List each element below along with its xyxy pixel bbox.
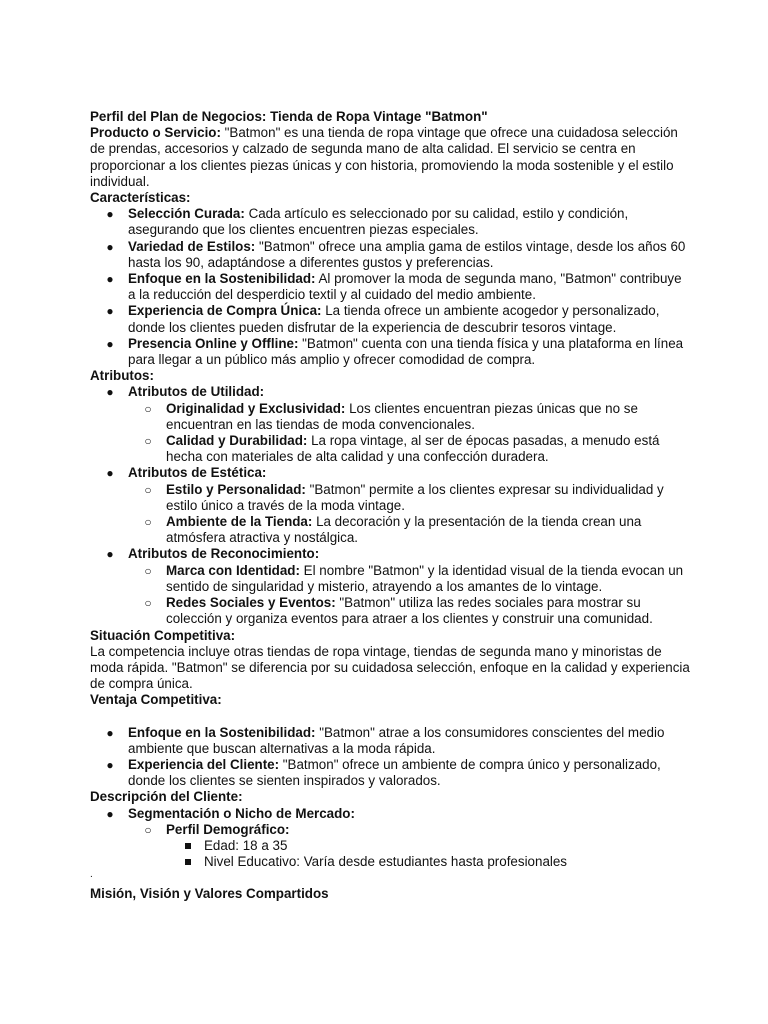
list-item: ○ Ambiente de la Tienda: La decoración y la presentación de la tienda crean una atmósfera atractiva y nostálgica. bbox=[144, 514, 642, 546]
list-item: ● Variedad de Estilos: "Batmon" ofrece una amplia gama de estilos vintage, desde los años 60 hasta los 90, adaptándose a diferentes gustos y preferencias. bbox=[106, 238, 686, 270]
ventaja-list bbox=[90, 725, 690, 790]
ventaja-heading: Ventaja Competitiva: bbox=[90, 692, 222, 708]
cliente-heading: Descripción del Cliente: bbox=[90, 789, 243, 805]
producto-paragraph bbox=[90, 125, 690, 190]
list-item: ● Presencia Online y Offline: "Batmon" cuenta con una tienda física y una plataforma en línea para llegar a un público más amplio y ofrecer comodidad de compra. bbox=[106, 335, 684, 368]
list-item: Nivel Educativo: Varía desde estudiantes hasta profesionales bbox=[90, 854, 690, 870]
atributos-group: ● Atributos de Estética: bbox=[106, 465, 267, 481]
atributos-group: ● Atributos de Reconocimiento: bbox=[106, 546, 320, 562]
atributos-group: ● Atributos de Utilidad: bbox=[106, 384, 265, 400]
atributos-list bbox=[90, 384, 690, 627]
list-item: ● Experiencia del Cliente: "Batmon" ofrece un ambiente de compra único y personalizado, donde los clientes se sienten inspirados y valorados. bbox=[106, 756, 661, 789]
list-item: ○ Marca con Identidad: El nombre "Batmon" y la identidad visual de la tienda evocan un sentido de singularidad y misterio, atrayendo a los amantes de lo vintage. bbox=[144, 562, 684, 594]
list-item: ○ Originalidad y Exclusividad: Los clientes encuentran piezas únicas que no se encuentran en las tiendas de moda convencionales. bbox=[144, 400, 638, 432]
list-item: Edad: 18 a 35 bbox=[90, 838, 690, 854]
document-title: Perfil del Plan de Negocios: Tienda de Ropa Vintage "Batmon" bbox=[90, 109, 488, 124]
document-body bbox=[90, 109, 690, 903]
list-item: ○ Estilo y Personalidad: "Batmon" permite a los clientes expresar su individualidad y estilo único a través de la moda vintage. bbox=[144, 481, 664, 513]
situacion-text: La competencia incluye otras tiendas de ropa vintage, tiendas de segunda mano y minoristas de moda rápida. "Batmon" se diferencia por su cuidadosa selección, enfoque en la calidad y experiencia de compra única. bbox=[90, 643, 690, 692]
list-item: ○ Redes Sociales y Eventos: "Batmon" utiliza las redes sociales para mostrar su colección y organiza eventos para atraer a los clientes y construir una comunidad. bbox=[144, 595, 653, 627]
list-item: ○ Calidad y Durabilidad: La ropa vintage, al ser de épocas pasadas, a menudo está hecha con materiales de alta calidad y una confección duradera. bbox=[144, 433, 660, 465]
perfil-item: ○ Perfil Demográfico: bbox=[144, 821, 290, 837]
list-item: ● Selección Curada: Cada artículo es seleccionado por su calidad, estilo y condición, asegurando que los clientes encuentren piezas especiales. bbox=[106, 206, 629, 238]
blank-line bbox=[90, 709, 690, 725]
atributos-heading: Atributos: bbox=[90, 368, 154, 384]
stray-period: . bbox=[90, 869, 93, 881]
producto-text: "Batmon" es una tienda de ropa vintage que ofrece una cuidadosa selección de prendas, accesorios y calzado de segunda mano de alta calidad. El servicio se centra en proporcionar a los clientes piezas únicas y con historia, promoviendo la moda sostenible y el estilo individual. bbox=[90, 125, 678, 189]
list-item: ● Enfoque en la Sostenibilidad: Al promover la moda de segunda mano, "Batmon" contribuye a la reducción del desperdicio textil y al cuidado del medio ambiente. bbox=[106, 271, 682, 303]
caracteristicas-list bbox=[90, 206, 690, 368]
situacion-heading: Situación Competitiva: bbox=[90, 627, 236, 643]
list-item: ● Enfoque en la Sostenibilidad: "Batmon" atrae a los consumidores conscientes del medio ambiente que buscan alternativas a la moda rápida. bbox=[106, 724, 665, 756]
list-item: ● Experiencia de Compra Única: La tienda ofrece un ambiente acogedor y personalizado, donde los clientes pueden disfrutar de la experiencia de descubrir tesoros vintage. bbox=[106, 303, 660, 335]
mision-heading: Misión, Visión y Valores Compartidos bbox=[90, 886, 329, 902]
producto-label: Producto o Servicio: bbox=[90, 125, 221, 141]
cliente-list bbox=[90, 806, 690, 871]
caracteristicas-heading: Características: bbox=[90, 190, 191, 206]
segmentacion-item: ● Segmentación o Nicho de Mercado: bbox=[106, 805, 355, 821]
